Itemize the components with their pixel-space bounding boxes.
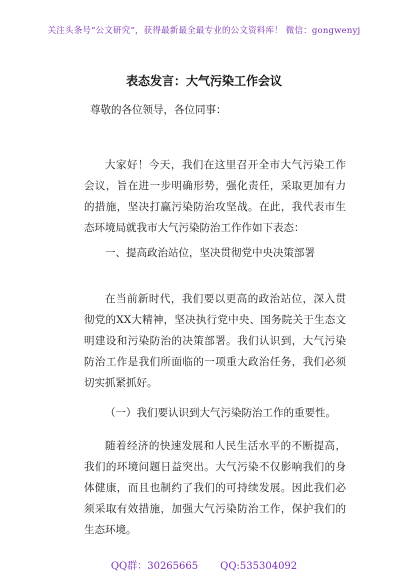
paragraph-political-stance: 在当前新时代，我们要以更高的政治站位，深入贯彻党的XX大精神，坚决执行党中央、国务院关于生态文明建设和污染防治的决策部署。我们认识到，大气污染防治工作是我们所面临的一项重大政治任务，我们必须切实抓紧抓好。 [84, 293, 346, 389]
header-promo-note: 关注头条号“公文研究”，获得最新最全最专业的公文资料库！ 微信：gongwenyj [47, 26, 361, 36]
footer-qq-group: QQ群：30265665 [110, 561, 199, 572]
paragraph-opening: 大家好！今天，我们在这里召开全市大气污染工作会议，旨在进一步明确形势，强化责任，采取更加有力的措施，坚决打赢污染防治攻坚战。在此，我代表市生态环境局就我市大气污染防治工作作如下表态： [84, 159, 346, 234]
document-title: 表态发言：大气污染工作会议 [125, 74, 282, 88]
paragraph-importance: 随着经济的快速发展和人民生活水平的不断提高，我们的环境问题日益突出。大气污染不仅影响我们的身体健康，而且也制约了我们的可持续发展。因此我们必须采取有效措施，加强大气污染防治工作，保护我们的生态环境。 [84, 440, 346, 536]
subsection-heading-1: （一）我们要认识到大气污染防治工作的重要性。 [105, 407, 336, 419]
footer-qq-number: QQ:535304092 [220, 561, 298, 572]
salutation: 尊敬的各位领导，各位同事： [90, 104, 227, 116]
section-heading-1: 一、提高政治站位，坚决贯彻党中央决策部署 [105, 247, 315, 259]
footer-contact [0, 557, 408, 572]
